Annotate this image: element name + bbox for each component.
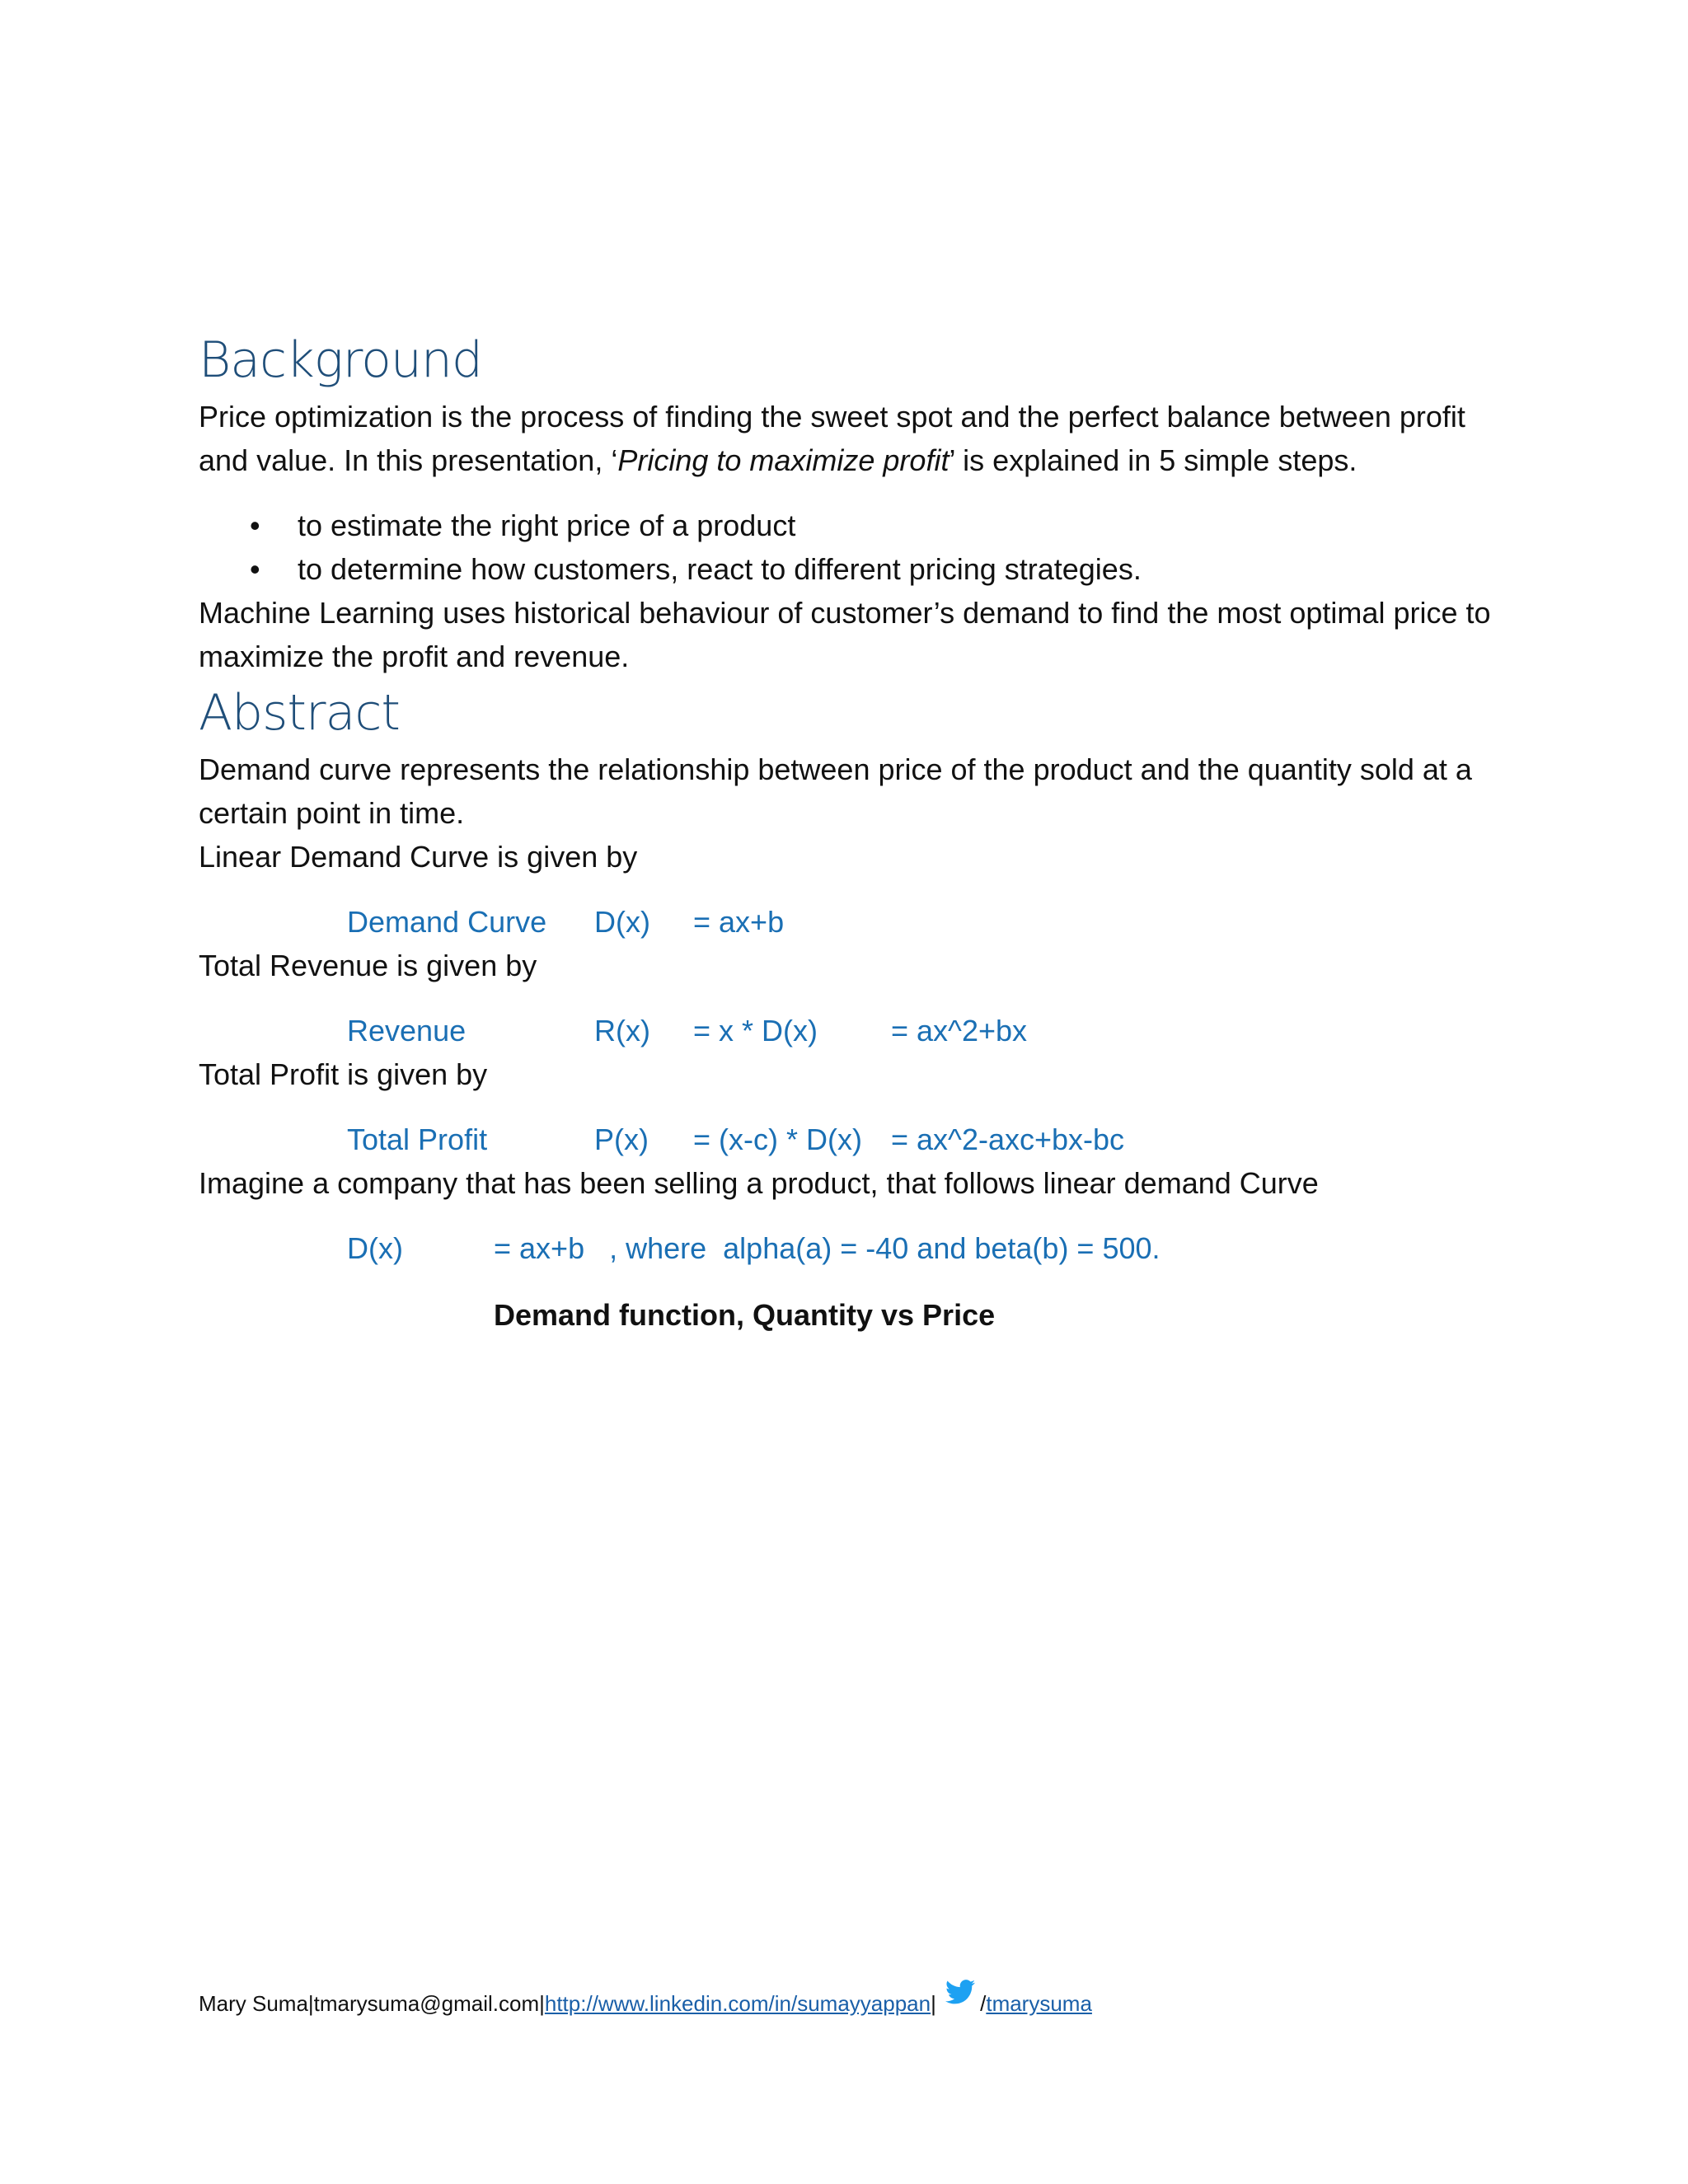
formula-expanded: = ax^2-axc+bx-bc <box>891 1122 1125 1156</box>
twitter-handle-link[interactable]: tmarysuma <box>986 1991 1092 2016</box>
revenue-intro: Total Revenue is given by <box>199 949 537 982</box>
linear-demand-intro: Linear Demand Curve is given by <box>199 840 638 874</box>
abstract-heading: Abstract <box>199 684 400 742</box>
page-footer <box>199 1980 1092 2018</box>
formula-function: R(x) <box>594 1014 650 1047</box>
linkedin-link[interactable]: http://www.linkedin.com/in/sumayyappan <box>544 1991 931 2016</box>
background-paragraph-1: Price optimization is the process of finding the sweet spot and the perfect balance between profit and value. In this presentation, ‘Pricing to maximize profit’ is explained in 5 simple steps. <box>199 400 1465 477</box>
twitter-bird-icon[interactable] <box>945 1980 975 2004</box>
revenue-formula <box>199 1009 1509 1052</box>
formula-function: P(x) <box>594 1122 649 1156</box>
formula-expression: = (x-c) * D(x) <box>693 1122 862 1156</box>
bullet-icon: • <box>250 552 260 586</box>
imagine-intro: Imagine a company that has been selling a product, that follows linear demand Curve <box>199 1166 1319 1200</box>
list-item: • to determine how customers, react to different pricing strategies. <box>199 547 1509 591</box>
formula-expression: = ax+b , where alpha(a) = -40 and beta(b) = 500. <box>494 1231 1160 1265</box>
formula-name: Demand Curve <box>347 905 547 939</box>
example-formula <box>199 1226 1509 1270</box>
twitter-prefix: / <box>980 1991 987 2016</box>
list-item: • to estimate the right price of a product <box>199 504 1509 547</box>
formula-expanded: = ax^2+bx <box>891 1014 1028 1047</box>
background-heading: Background <box>199 331 482 389</box>
background-paragraph-2: Machine Learning uses historical behaviour of customer’s demand to find the most optimal price to maximize the profit and revenue. <box>199 596 1491 673</box>
demand-curve-formula <box>199 900 1509 944</box>
formula-name: Total Profit <box>347 1122 488 1156</box>
footer-separator: | <box>931 1991 936 2016</box>
footer-author: Mary Suma|tmarysuma@gmail.com| <box>199 1991 545 2016</box>
document-content <box>199 326 1509 1337</box>
formula-function: D(x) <box>594 905 650 939</box>
formula-name: Revenue <box>347 1014 467 1047</box>
formula-function: D(x) <box>347 1231 403 1265</box>
formula-expression: = ax+b <box>693 905 785 939</box>
figure-caption: Demand function, Quantity vs Price <box>494 1298 996 1332</box>
abstract-paragraph-1: Demand curve represents the relationship between price of the product and the quantity sold at a certain point in time. <box>199 752 1472 830</box>
bullet-icon: • <box>250 509 260 542</box>
formula-expression: = x * D(x) <box>693 1014 818 1047</box>
profit-formula <box>199 1118 1509 1161</box>
background-bullet-list <box>199 504 1509 591</box>
profit-intro: Total Profit is given by <box>199 1057 488 1091</box>
italic-phrase: Pricing to maximize profit <box>617 443 950 477</box>
